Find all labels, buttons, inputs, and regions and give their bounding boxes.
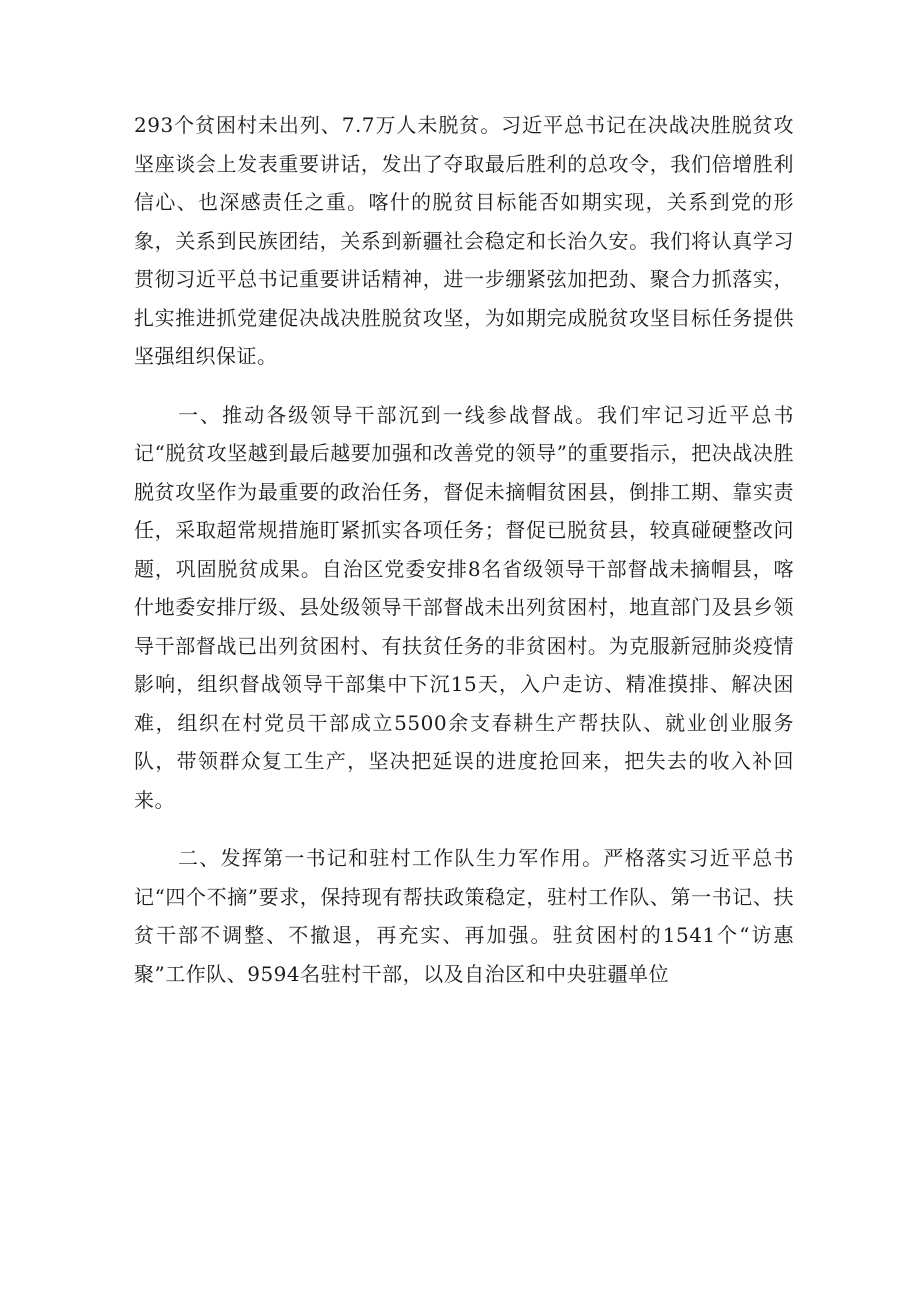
paragraph-section-two: 二、发挥第一书记和驻村工作队生力军作用。严格落实习近平总书记“四个不摘”要求，保持现有帮扶政策稳定，驻村工作队、第一书记、扶贫干部不调整、不撤退，再充实、再加强。驻贫困村的1541个“访惠聚”工作队、9594名驻村干部，以及自治区和中央驻疆单位 xyxy=(134,846,794,986)
paragraph-intro: 293个贫困村未出列、7.7万人未脱贫。习近平总书记在决战决胜脱贫攻坚座谈会上发表重要讲话，发出了夺取最后胜利的总攻令，我们倍增胜利信心、也深感责任之重。喀什的脱贫目标能否如期实现，关系到党的形象，关系到民族团结，关系到新疆社会稳定和长治久安。我们将认真学习贯彻习近平总书记重要讲话精神，进一步绷紧弦加把劲、聚合力抓落实，扎实推进抓党建促决战决胜脱贫攻坚，为如期完成脱贫攻坚目标任务提供坚强组织保证。 xyxy=(134,113,794,368)
paragraph-section-one: 一、推动各级领导干部沉到一线参战督战。我们牢记习近平总书记“脱贫攻坚越到最后越要加强和改善党的领导”的重要指示，把决战决胜脱贫攻坚作为最重要的政治任务，督促未摘帽贫困县，倒排工期、靠实责任，采取超常规措施盯紧抓实各项任务；督促已脱贫县，较真碰硬整改问题，巩固脱贫成果。自治区党委安排8名省级领导干部督战未摘帽县，喀什地委安排厅级、县处级领导干部督战未出列贫困村，地直部门及县乡领导干部督战已出列贫困村、有扶贫任务的非贫困村。为克服新冠肺炎疫情影响，组织督战领导干部集中下沉15天，入户走访、精准摸排、解决困难，组织在村党员干部成立5500余支春耕生产帮扶队、就业创业服务队，带领群众复工生产，坚决把延误的进度抢回来，把失去的收入补回来。 xyxy=(134,402,794,812)
document-body xyxy=(134,106,794,1013)
